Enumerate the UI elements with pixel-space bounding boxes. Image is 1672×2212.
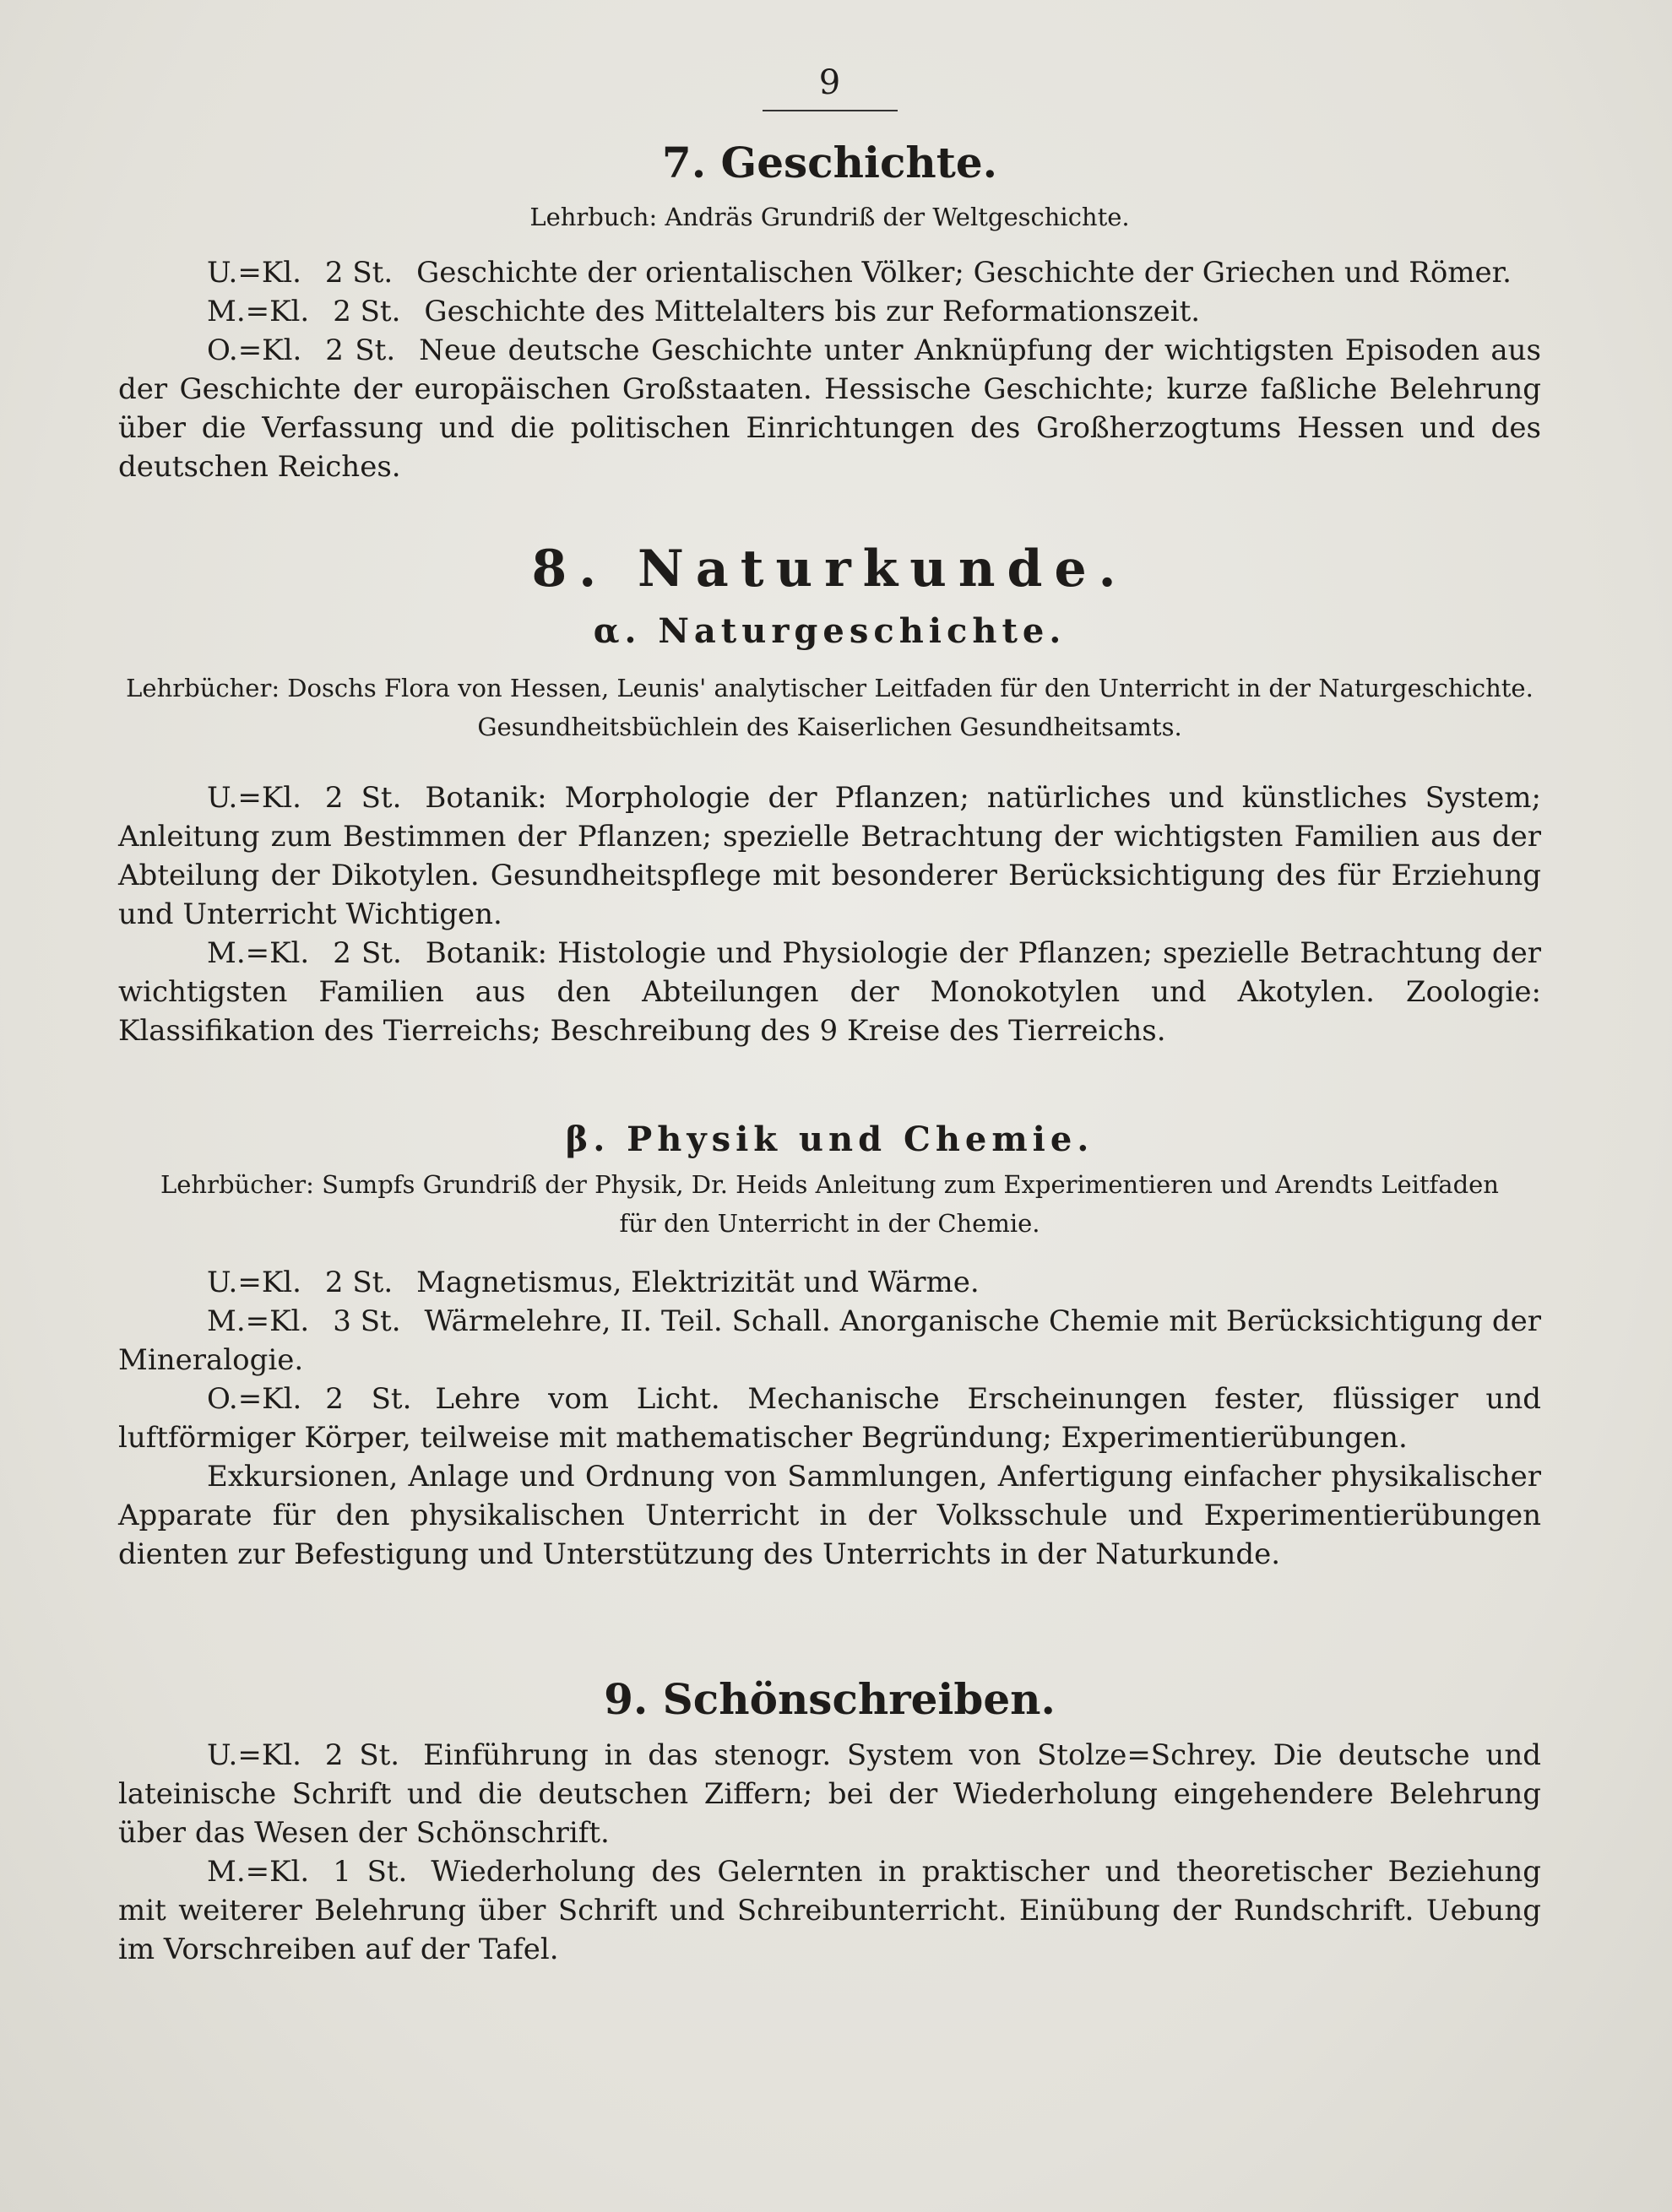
lehrbuch-physik-line1: Lehrbücher: Sumpfs Grundriß der Physik, Dr. Heids Anleitung zum Experimentieren und Arendts Leitfaden	[160, 1170, 1499, 1199]
hours-label: 3 St.	[333, 1304, 401, 1338]
class-label: O.=Kl.	[207, 1382, 302, 1416]
paragraph-text: Wiederholung des Gelernten in praktischer und theoretischer Beziehung mit weiterer Belehrung über Schrift und Schreibunterricht. Einübung der Rundschrift. Uebung im Vorschreiben auf der Tafel.	[118, 1855, 1542, 1966]
class-label: M.=Kl.	[207, 1855, 310, 1889]
paragraph-physik-exkursionen	[118, 1457, 1541, 1574]
paragraph-schoenschreiben-m	[118, 1852, 1541, 1969]
paragraph-physik-o	[118, 1380, 1541, 1457]
paragraph-naturgeschichte-u	[118, 778, 1541, 934]
paragraph-schoenschreiben-u	[118, 1736, 1541, 1852]
paragraph-text: Exkursionen, Anlage und Ordnung von Sammlungen, Anfertigung einfacher physikalischer Apparate für den physikalischen Unterricht in der Volksschule und Experimentierübungen dienten zur Befestigung und Unterstützung des Unterrichts in der Naturkunde.	[118, 1460, 1541, 1571]
paragraph-physik-m	[118, 1302, 1541, 1380]
class-label: U.=Kl.	[207, 1266, 301, 1299]
page-number-rule	[763, 110, 898, 111]
lehrbuch-geschichte: Lehrbuch: Andräs Grundriß der Weltgeschichte.	[529, 203, 1130, 231]
paragraph-text: Neue deutsche Geschichte unter Anknüpfung der wichtigsten Episoden aus der Geschichte der europäischen Großstaaten. Hessische Geschichte; kurze faßliche Belehrung über die Verfassung und die politischen Einrichtungen des Großherzogtums Hessen und des deutschen Reiches.	[118, 333, 1541, 484]
hours-label: 2 St.	[333, 936, 402, 970]
class-label: U.=Kl.	[207, 781, 301, 815]
class-label: M.=Kl.	[207, 1304, 310, 1338]
hours-label: 2 St.	[333, 295, 401, 328]
page-number: 9	[818, 63, 841, 102]
section-title-schoenschreiben: 9. Schönschreiben.	[604, 1674, 1056, 1724]
class-label: U.=Kl.	[207, 256, 301, 290]
hours-label: 2 St.	[325, 1382, 412, 1416]
paragraph-text: Wärmelehre, II. Teil. Schall. Anorganische Chemie mit Berücksichtigung der Mineralogie.	[118, 1304, 1541, 1377]
paragraph-text: Geschichte der orientalischen Völker; Geschichte der Griechen und Römer.	[416, 256, 1512, 290]
section-title-naturkunde: 8. Naturkunde.	[531, 539, 1128, 599]
hours-label: 1 St.	[333, 1855, 408, 1889]
hours-label: 2 St.	[325, 333, 396, 367]
paragraph-text: Magnetismus, Elektrizität und Wärme.	[416, 1266, 980, 1299]
paragraph-text: Einführung in das stenogr. System von Stolze=Schrey. Die deutsche und lateinische Schrift und die deutschen Ziffern; bei der Wiederholung eingehendere Belehrung über das Wesen der Schönschrift.	[118, 1738, 1541, 1850]
paragraph-geschichte-o	[118, 331, 1541, 486]
subsection-title-naturgeschichte: α. Naturgeschichte.	[593, 611, 1067, 651]
paragraph-geschichte-m	[118, 292, 1541, 331]
hours-label: 2 St.	[324, 1738, 400, 1772]
class-label: M.=Kl.	[207, 295, 310, 328]
hours-label: 2 St.	[324, 781, 402, 815]
paragraph-text: Geschichte des Mittelalters bis zur Reformationszeit.	[424, 295, 1201, 328]
paragraph-text: Botanik: Morphologie der Pflanzen; natürliches und künstliches System; Anleitung zum Bestimmen der Pflanzen; spezielle Betrachtung der wichtigsten Familien aus der Abteilung der Dikotylen. Gesundheitspflege mit besonderer Berücksichtigung des für Erziehung und Unterricht Wichtigen.	[118, 781, 1541, 931]
class-label: M.=Kl.	[207, 936, 310, 970]
paragraph-text: Botanik: Histologie und Physiologie der Pflanzen; spezielle Betrachtung der wichtigsten Familien aus den Abteilungen der Monokotylen und Akotylen. Zoologie: Klassifikation des Tierreichs; Beschreibung des 9 Kreise des Tierreichs.	[118, 936, 1542, 1048]
paragraph-text: Lehre vom Licht. Mechanische Erscheinungen fester, flüssiger und luftförmiger Körper, teilweise mit mathematischer Begründung; Experimentierübungen.	[118, 1382, 1541, 1455]
paragraph-geschichte-u	[118, 253, 1541, 292]
lehrbuch-physik-line2: für den Unterricht in der Chemie.	[619, 1209, 1040, 1238]
hours-label: 2 St.	[324, 256, 394, 290]
class-label: U.=Kl.	[207, 1738, 301, 1772]
paragraph-physik-u	[118, 1263, 1541, 1302]
section-title-geschichte: 7. Geschichte.	[661, 138, 998, 187]
lehrbuch-naturgeschichte-line1: Lehrbücher: Doschs Flora von Hessen, Leunis' analytischer Leitfaden für den Unterricht in der Naturgeschichte.	[126, 674, 1534, 702]
paragraph-naturgeschichte-m	[118, 934, 1541, 1050]
class-label: O.=Kl.	[207, 333, 302, 367]
subsection-title-physik: β. Physik und Chemie.	[565, 1120, 1094, 1159]
hours-label: 2 St.	[324, 1266, 394, 1299]
lehrbuch-naturgeschichte-line2: Gesundheitsbüchlein des Kaiserlichen Gesundheitsamts.	[477, 713, 1182, 741]
